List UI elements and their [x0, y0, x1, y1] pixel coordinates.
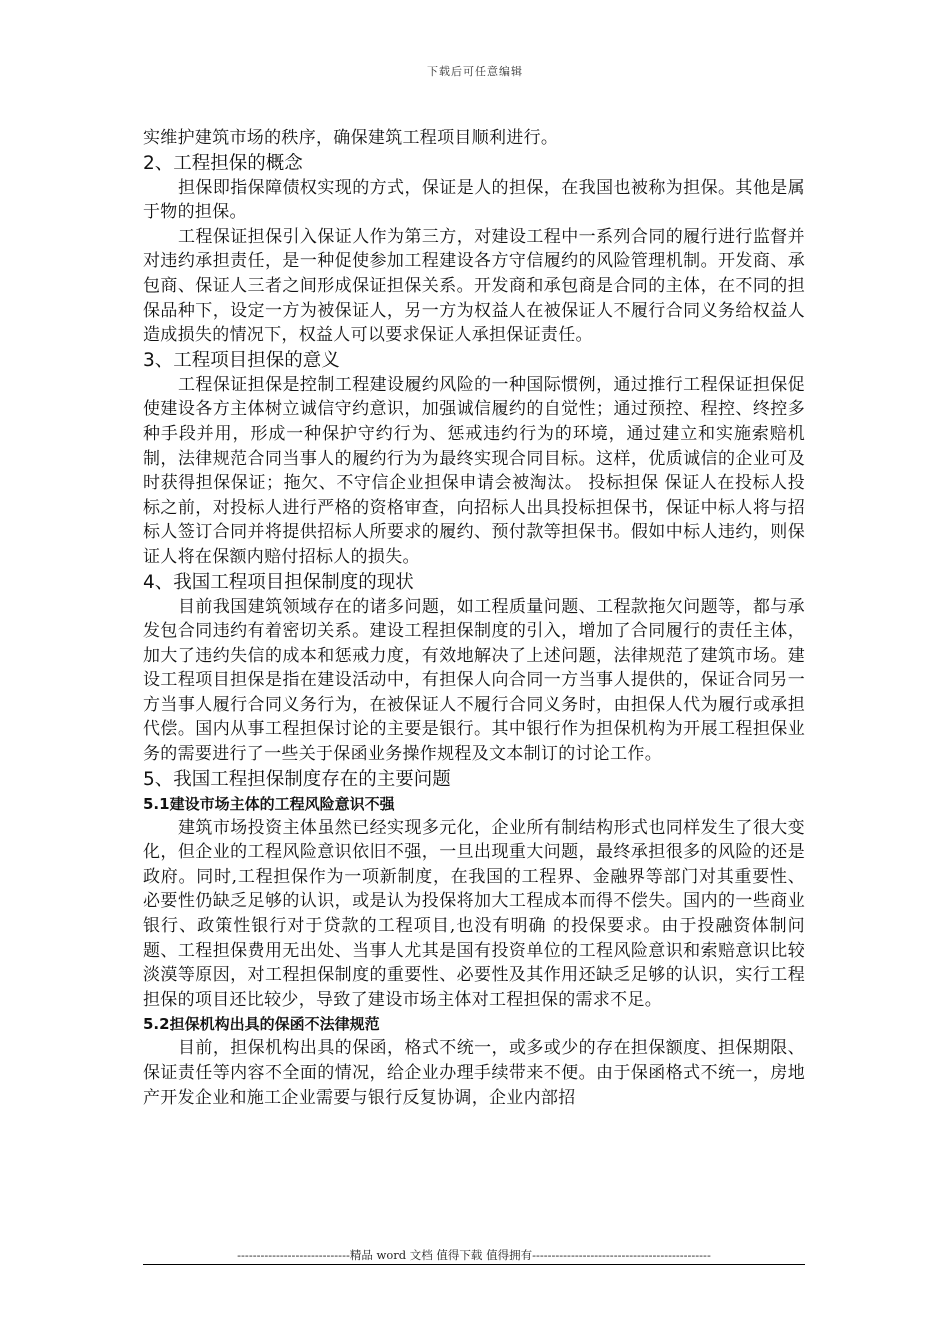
paragraph: 建筑市场投资主体虽然已经实现多元化，企业所有制结构形式也同样发生了很大变化，但企业的工程风险意识依旧不强，一旦出现重大问题，最终承担很多的风险的还是政府。同时,工程担保作为一项新制度，在我国的工程界、金融界等部门对其重要性、必要性仍缺乏足够的认识，或是认为投保将加大工程成本而得不偿失。国内的一些商业银行、政策性银行对于贷款的工程项目,也没有明确 的投保要求。由于投融资体制问题、工程担保费用无出处、当事人尤其是国有投资单位的工程风险意识和索赔意识比较淡漠等原因，对工程担保制度的重要性、必要性及其作用还缺乏足够的认识，实行工程担保的项目还比较少，导致了建设市场主体对工程担保的需求不足。: [143, 817, 805, 1010]
footer-divider: [143, 1264, 805, 1265]
section-heading: 5、我国工程担保制度存在的主要问题: [143, 768, 451, 790]
document-body: [143, 126, 805, 1110]
paragraph: 工程保证担保引入保证人作为第三方，对建设工程中一系列合同的履行进行监督并对违约承担责任，是一种促使参加工程建设各方守信履约的风险管理机制。开发商、承包商、保证人三者之间形成保证担保关系。开发商和承包商是合同的主体，在不同的担保品种下，设定一方为被保证人，另一方为权益人在被保证人不履行合同义务给权益人造成损失的情况下，权益人可以要求保证人承担保证责任。: [143, 226, 805, 346]
paragraph: 工程保证担保是控制工程建设履约风险的一种国际惯例，通过推行工程保证担保促使建设各方主体树立诚信守约意识，加强诚信履约的自觉性；通过预控、程控、终控多种手段并用，形成一种保护守约行为、惩戒违约行为的环境，通过建立和实施索赔机制，法律规范合同当事人的履约行为为最终实现合同目标。这样，优质诚信的企业可及时获得担保保证；拖欠、不守信企业担保申请会被淘汰。 投标担保 保证人在投标人投标之前，对投标人进行严格的资格审查，向招标人出具投标担保书，保证中标人将与招标人签订合同并将提供招标人所要求的履约、预付款等担保书。假如中标人违约，则保证人将在保额内赔付招标人的损失。: [143, 374, 805, 567]
section-heading: 2、工程担保的概念: [143, 152, 303, 174]
page-header: 下载后可任意编辑: [427, 65, 523, 78]
paragraph: 目前我国建筑领域存在的诸多问题，如工程质量问题、工程款拖欠问题等，都与承发包合同违约有着密切关系。建设工程担保制度的引入，增加了合同履行的责任主体，加大了违约失信的成本和惩戒力度，有效地解决了上述问题，法律规范了建筑市场。建设工程项目担保是指在建设活动中，有担保人向合同一方当事人提供的，保证合同另一方当事人履行合同义务行为，在被保证人不履行合同义务时，由担保人代为履行或承担代偿。国内从事工程担保讨论的主要是银行。其中银行作为担保机构为开展工程担保业务的需要进行了一些关于保函业务操作规程及文本制订的讨论工作。: [143, 596, 805, 765]
section-heading: 3、工程项目担保的意义: [143, 349, 340, 371]
page-footer: -----------------------------精品 word 文档 值得下载 值得拥有----------------------------------------------: [237, 1248, 711, 1262]
paragraph: 担保即指保障债权实现的方式，保证是人的担保，在我国也被称为担保。其他是属于物的担保。: [143, 177, 805, 223]
paragraph: 目前，担保机构出具的保函，格式不统一，或多或少的存在担保额度、担保期限、保证责任等内容不全面的情况，给企业办理手续带来不便。由于保函格式不统一，房地产开发企业和施工企业需要与银行反复协调，企业内部招: [143, 1038, 805, 1108]
section-heading: 4、我国工程项目担保制度的现状: [143, 571, 414, 593]
subsection-heading: 5.2担保机构出具的保函不法律规范: [143, 1015, 380, 1034]
subsection-heading: 5.1建设市场主体的工程风险意识不强: [143, 794, 395, 813]
paragraph: 实维护建筑市场的秩序，确保建筑工程项目顺利进行。: [143, 128, 559, 148]
